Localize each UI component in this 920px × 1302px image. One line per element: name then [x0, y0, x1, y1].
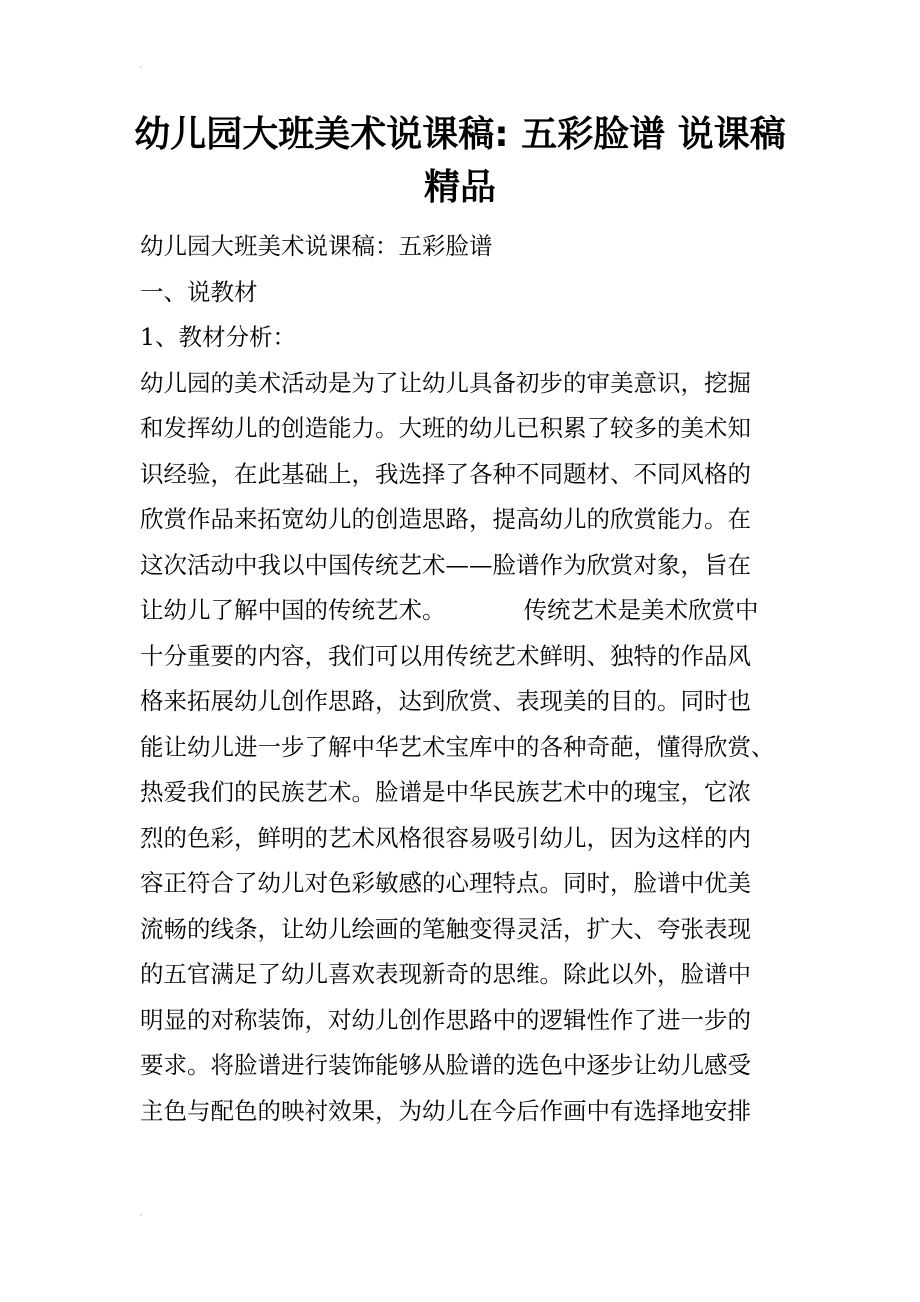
- subtitle-line: 幼儿园大班美术说课稿：五彩脸谱: [140, 232, 493, 260]
- subsection-heading: 1、教材分析：: [140, 323, 296, 351]
- section-heading: 一、说教材: [140, 277, 258, 306]
- document-body: [140, 224, 782, 1134]
- paragraph-line: 十分重要的内容，我们可以用传统艺术鲜明、独特的作品风: [140, 641, 751, 670]
- paragraph-line: 幼儿园的美术活动是为了让幼儿具备初步的审美意识，挖掘: [140, 368, 751, 397]
- paragraph-line: 欣赏作品来拓宽幼儿的创造思路，提高幼儿的欣赏能力。在: [140, 505, 751, 533]
- document-title: 幼儿园大班美术说课稿: 五彩脸谱 说课稿精品: [134, 114, 786, 208]
- paragraph-line: 要求。将脸谱进行装饰能够从脸谱的选色中逐步让幼儿感受: [140, 1051, 751, 1079]
- paragraph-line: 这次活动中我以中国传统艺术——脸谱作为欣赏对象，旨在: [140, 550, 751, 579]
- paragraph-line: 热爱我们的民族艺术。脸谱是中华民族艺术中的瑰宝，它浓: [140, 778, 751, 806]
- paragraph-line: 的五官满足了幼儿喜欢表现新奇的思维。除此以外，脸谱中: [140, 960, 751, 988]
- paragraph-line: 格来拓展幼儿创作思路，达到欣赏、表现美的目的。同时也: [140, 687, 751, 715]
- paragraph-line-segment: 让幼儿了解中国的传统艺术。: [140, 596, 446, 624]
- paragraph-line: 明显的对称装饰，对幼儿创作思路中的逻辑性作了进一步的: [140, 1005, 751, 1034]
- paragraph-line: 识经验，在此基础上，我选择了各种不同题材、不同风格的: [140, 459, 751, 488]
- paragraph-line-split: [140, 588, 782, 634]
- paragraph-line: 流畅的线条，让幼儿绘画的笔触变得灵活，扩大、夸张表现: [140, 914, 751, 943]
- paragraph-line: 和发挥幼儿的创造能力。大班的幼儿已积累了较多的美术知: [140, 414, 751, 442]
- paragraph-line: 烈的色彩，鲜明的艺术风格很容易吸引幼儿，因为这样的内: [140, 823, 751, 852]
- paragraph-line: 容正符合了幼儿对色彩敏感的心理特点。同时，脸谱中优美: [140, 869, 751, 897]
- paragraph-line-segment: 传统艺术是美术欣赏中: [523, 596, 759, 624]
- page-corner-mark: [140, 66, 142, 68]
- paragraph-line: 主色与配色的映衬效果，为幼儿在今后作画中有选择地安排: [140, 1096, 751, 1125]
- paragraph-line: 能让幼儿进一步了解中华艺术宝库中的各种奇葩，懂得欣赏、: [140, 732, 775, 761]
- page-corner-mark: [140, 1214, 142, 1216]
